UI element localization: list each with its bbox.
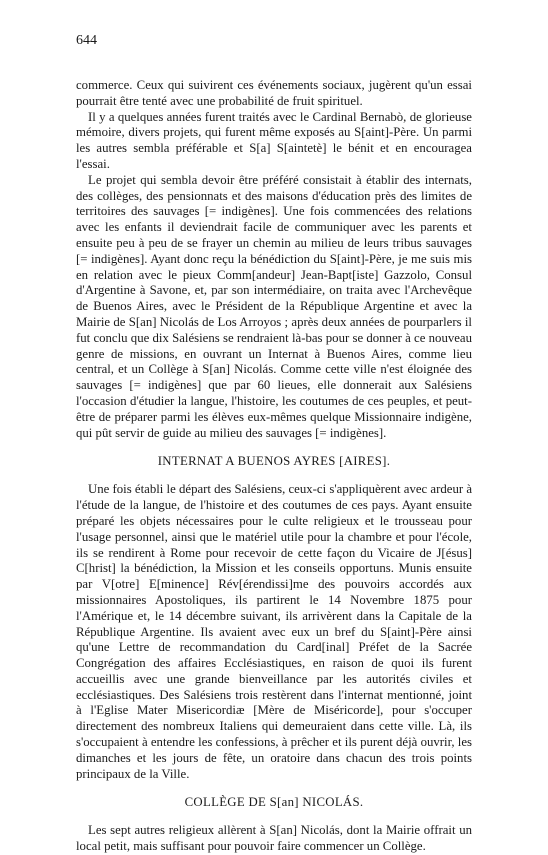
paragraph: Le projet qui sembla devoir être préféré consistait à établir des internats, des collèges, des pensionnats et des maisons d'éducation près des limites de territoires des sauvages [= indigènes]. Une fois commencées des relations avec les enfants il deviendrait facile de communiquer avec les parents et ensuite peu à peu de se frayer un chemin au milieu de leurs tribus sauvages [= indigènes]. Ayant donc reçu la bénédiction du S[aint]-Père, je me suis mis en relation avec le pieux Comm[andeur] Jean-Bapt[iste] Gazzolo, Consul d'Argentine à Savone, et, par son intermédiaire, on traita avec l'Archevêque de Buenos Aires, avec le Président de la République Argentine et avec la Mairie de S[an] Nicolás de Los Arroyos ; après deux années de pourparlers il fut conclu que dix Salésiens se rendraient là-bas pour se donner à ce nouveau genre de missions, en ouvrant un Internat à Buenos Aires, comme lieu central, et un Collège à S[an] Nicolás. Comme cette ville n'est éloignée des sauvages [= indigènes] que par 60 lieues, elle donnerait aux Salésiens l'occasion d'étudier la langue, l'histoire, les coutumes de ces peuples, et peut-être de préparer parmi les élèves eux-mêmes quelque Missionnaire indigène, qui pût servir de guide au milieu des sauvages [= indigènes]. [76, 172, 472, 440]
section-heading-college: COLLÈGE DE S[an] NICOLÁS. [184, 795, 364, 810]
section-heading-internat: INTERNAT A BUENOS AYRES [AIRES]. [157, 454, 391, 469]
paragraph: commerce. Ceux qui suivirent ces événements sociaux, jugèrent qu'un essai pourrait être tenté avec une probabilité de fruit spirituel. [76, 78, 472, 108]
paragraph: Il y a quelques années furent traités avec le Cardinal Bernabò, de glorieuse mémoire, divers projets, qui furent même exposés au S[aint]-Père. Un parmi les autres sembla préférable et S[a] S[aintetè] le bénit et en encouragea l'essai. [76, 109, 472, 171]
page-number: 644 [76, 33, 97, 48]
paragraph: Les sept autres religieux allèrent à S[an] Nicolás, dont la Mairie offrait un local petit, mais suffisant pour pouvoir faire commencer un Collège. [76, 823, 472, 854]
paragraph: Une fois établi le départ des Salésiens, ceux-ci s'appliquèrent avec ardeur à l'étude de la langue, de l'histoire et des coutumes de ces pays. Ayant ensuite préparé les objets nécessaires pour le culte religieux et le trousseau pour l'usage personnel, ainsi que le matériel utile pour la chambre et pour l'école, ils se rendirent à Rome pour recevoir de cette façon du Vicaire de J[ésus] C[hrist] la bénédiction, la Mission et les conseils opportuns. Munis ensuite par V[otre] E[minence] Rév[érendissi]me des pouvoirs accordés aux missionnaires Apostoliques, ils partirent le 14 Novembre 1875 pour l'Amérique et, le 14 décembre suivant, ils arrivèrent dans la Capitale de la République Argentine. Ils avaient avec eux un bref du S[aint]-Père ainsi qu'une Lettre de recommandation du Card[inal] Préfet de la Sacrée Congrégation des affaires Ecclésiastiques, en raison de quoi ils furent accueillis avec une grande bienveillance par les autorités civiles et ecclésiastiques. Des Salésiens trois restèrent dans l'internat mentionné, joint à l'Eglise Mater Misericordiæ [Mère de Miséricorde], pour s'occuper directement des nombreux Italiens qui demeuraient dans cette ville. Là, ils s'occupaient à entendre les confessions, à prêcher et ils purent déjà ouvrir, les dimanches et les jours de fête, un oratoire dans chacun des trois points principaux de la Ville. [76, 482, 472, 781]
body-text [76, 78, 472, 855]
